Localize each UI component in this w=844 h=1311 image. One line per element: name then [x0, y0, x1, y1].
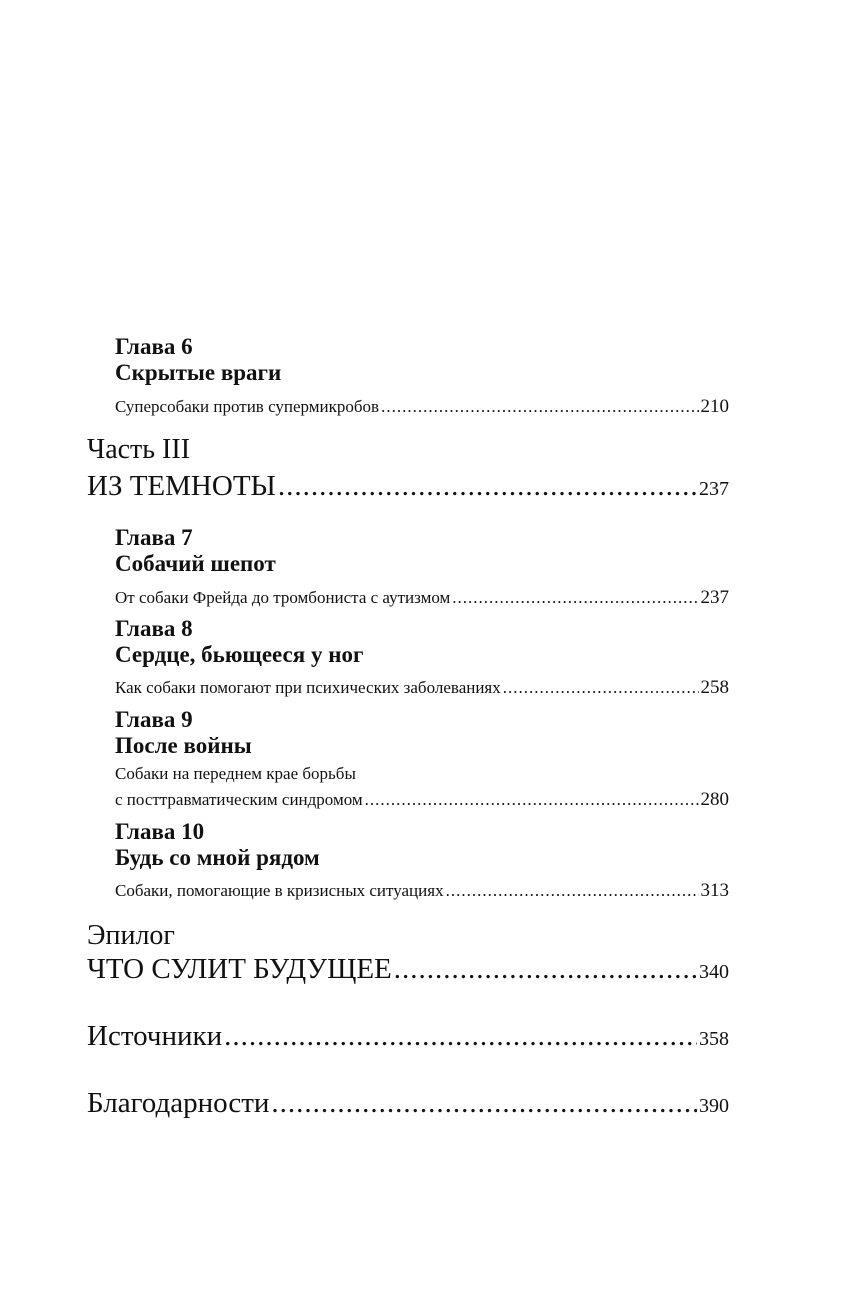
- epilogue-label: Эпилог: [87, 920, 175, 951]
- chapter-10-title: Будь со мной рядом: [115, 845, 320, 870]
- entry-text: ИЗ ТЕМНОТЫ: [87, 470, 276, 502]
- dot-leader: [503, 678, 699, 698]
- toc-entry-epilogue[interactable]: [87, 953, 729, 986]
- entry-text: Собаки, помогающие в кризисных ситуациях: [115, 881, 444, 900]
- chapter-6-title: Скрытые враги: [115, 360, 282, 385]
- page-number: 390: [699, 1095, 729, 1117]
- part-3-label: Часть III: [87, 434, 191, 465]
- dot-leader: [278, 470, 697, 503]
- toc-entry-acknowledgements[interactable]: [87, 1087, 729, 1120]
- entry-text: От собаки Фрейда до тромбониста с аутизмом: [115, 588, 451, 607]
- chapter-6-label: Глава 6: [115, 334, 193, 359]
- toc-entry-ch10[interactable]: [115, 880, 729, 902]
- toc-entry-ch7[interactable]: [115, 587, 729, 609]
- dot-leader: [224, 1020, 697, 1053]
- dot-leader: [452, 588, 698, 608]
- entry-text: Как собаки помогают при психических заболеваниях: [115, 678, 501, 697]
- page-number: 258: [700, 677, 729, 698]
- entry-text: Источники: [87, 1020, 223, 1052]
- chapter-7-label: Глава 7: [115, 525, 193, 550]
- chapter-9-label: Глава 9: [115, 707, 193, 732]
- page-number: 340: [699, 961, 729, 983]
- entry-text: Благодарности: [87, 1087, 270, 1119]
- toc-entry-ch6[interactable]: [115, 396, 729, 418]
- dot-leader: [381, 397, 698, 417]
- entry-text: ЧТО СУЛИТ БУДУЩЕЕ: [87, 953, 392, 985]
- chapter-8-label: Глава 8: [115, 616, 193, 641]
- page-number: 210: [700, 396, 729, 417]
- chapter-10-label: Глава 10: [115, 819, 205, 844]
- toc-entry-part-3[interactable]: [87, 470, 729, 503]
- chapter-8-title: Сердце, бьющееся у ног: [115, 642, 364, 667]
- page-number: 358: [699, 1028, 729, 1050]
- toc-entry-ch9[interactable]: [115, 789, 729, 811]
- toc-entry-sources[interactable]: [87, 1020, 729, 1053]
- dot-leader: [446, 881, 699, 901]
- chapter-9-entry-line-1: Собаки на переднем крае борьбы: [115, 764, 356, 783]
- page-number: 313: [700, 880, 729, 901]
- entry-text: с посттравматическим синдромом: [115, 790, 363, 809]
- dot-leader: [394, 953, 697, 986]
- chapter-7-title: Собачий шепот: [115, 551, 276, 576]
- toc-entry-ch8[interactable]: [115, 677, 729, 699]
- page-number: 280: [700, 789, 729, 810]
- chapter-9-title: После войны: [115, 733, 252, 758]
- page-number: 237: [700, 587, 729, 608]
- dot-leader: [365, 790, 699, 810]
- dot-leader: [271, 1087, 697, 1120]
- page-number: 237: [699, 478, 729, 500]
- entry-text: Суперсобаки против супермикробов: [115, 397, 380, 416]
